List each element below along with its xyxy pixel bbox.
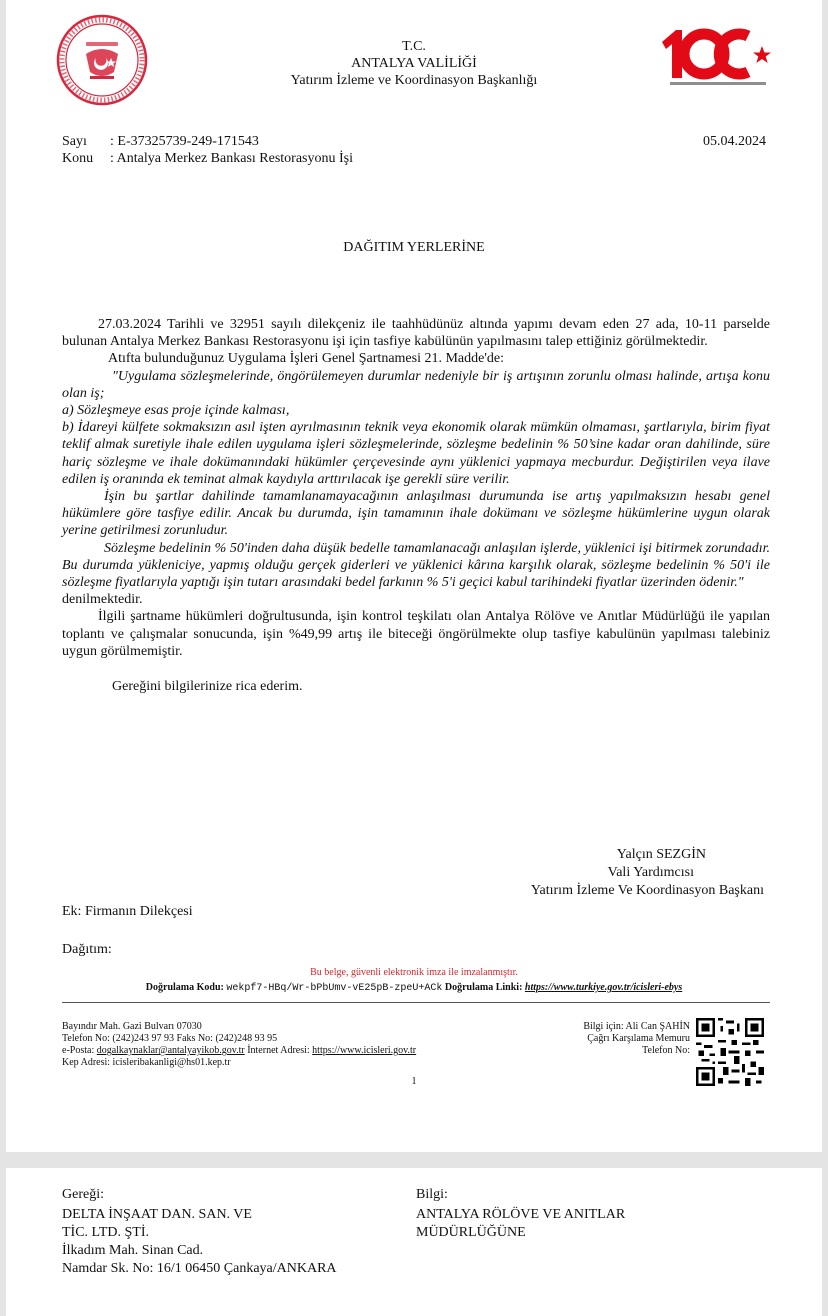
turkiye-100-yil-logo-icon — [656, 24, 776, 90]
paragraph-request: 27.03.2024 Tarihli ve 32951 sayılı dilekçeniz ile taahhüdünüz altında yapımı devam eden 27 ada, 10-11 parselde bulunan Antalya Merkez Bankası Restorasyonu işi için tasfiye kabülünün yapılmasını talep ettiğiniz görülmektedir. — [62, 317, 770, 350]
document-title: DAĞITIM YERLERİNE — [343, 240, 485, 255]
quote-paragraph-2: İşin bu şartlar dahilinde tamamlanamayacağının anlaşılması durumunda ise artış yapılmaksızın hesabı genel hükümlere göre tasfiye edilir. Ancak bu durumda, işin tamamının ihale dokümanı ve sözleşme hükümlerine uygun olarak yerine getirilmesi zorunludur. — [62, 489, 770, 539]
paragraph-reference: Atıfta bulunduğunuz Uygulama İşleri Genel Şartnamesi 21. Madde'de: — [108, 351, 504, 367]
footer-email-label: e-Posta: — [62, 1045, 95, 1056]
document-body — [62, 316, 770, 695]
header-line-baskanlik: Yatırım İzleme ve Koordinasyon Başkanlığı — [290, 73, 538, 88]
geregi-label: Gereği: — [62, 1187, 104, 1202]
quote-intro: "Uygulama sözleşmelerinde, öngörülemeyen durumlar nedeniyle bir iş artışının zorunlu olması halinde, artışa konu olan iş; — [62, 368, 770, 401]
verification-code: wekpf7-HBq/Wr-bPbUmv-vE25pB-zpeU+ACk — [226, 983, 443, 994]
footer-email[interactable]: dogalkaynaklar@antalyayikob.gov.tr — [96, 1045, 245, 1056]
footer-contact — [62, 1021, 416, 1069]
geregi-line: İlkadım Mah. Sinan Cad. — [62, 1243, 204, 1258]
bilgi-line: ANTALYA RÖLÖVE VE ANITLAR — [416, 1207, 626, 1222]
header-line-tc: T.C. — [402, 39, 426, 54]
verification-code-label: Doğrulama Kodu: — [145, 982, 224, 993]
info-line-3: Telefon No: — [642, 1045, 690, 1056]
quote-item-b: b) İdareyi külfete sokmaksızın asıl işten ayrılmasının teknik veya ekonomik olarak mümkün olmaması, şartlarıyla, birim fiyat teklif almak suretiyle ihale edilen uygulama işleri sözleşmelerinde, sözleşme bedelinin % 50’sine kadar oran dahilinde, süre hariç sözleşme ve ihale dokümanındaki hükümler çerçevesinde aynı yüklenici yapmaya mecburdur. Değiştirilen veya ilave edilen iş oranında ek teminat almak kaydıyla arttırılacak işe gerekli süre verilir. — [62, 420, 770, 487]
footer-divider — [62, 1002, 770, 1003]
bilgi-line: MÜDÜRLÜĞÜNE — [416, 1225, 526, 1240]
verification-link[interactable]: https://www.turkiye.gov.tr/icisleri-ebys — [524, 982, 683, 993]
paragraph-closing: Gereğini bilgilerinize rica ederim. — [112, 679, 303, 695]
footer-address: Bayındır Mah. Gazi Bulvarı 07030 — [62, 1021, 202, 1032]
konu-label: Konu — [62, 151, 94, 166]
konu-value: : Antalya Merkez Bankası Restorasyonu İşi — [110, 151, 354, 166]
footer-web[interactable]: https://www.icisleri.gov.tr — [312, 1045, 417, 1056]
sayi-row — [62, 133, 259, 150]
distribution-label: Dağıtım: — [62, 942, 112, 957]
geregi-line: DELTA İNŞAAT DAN. SAN. VE — [62, 1207, 252, 1222]
signer-title-2: Yatırım İzleme Ve Koordinasyon Başkanı — [530, 883, 764, 898]
footer-email-web — [62, 1045, 416, 1057]
document-date: 05.04.2024 — [703, 134, 766, 149]
paragraph-decision: İlgili şartname hükümleri doğrultusunda, işin kontrol teşkilatı olan Antalya Rölöve ve Anıtlar Müdürlüğü ile yapılan toplantı ve çalışmalar sonucunda, işin %49,99 artış ile biteceği öngörülmekte olup tasfiye kabulünün yapılması talebiniz uygun görülmemiştir. — [62, 609, 770, 659]
document-page-2 — [6, 1168, 822, 1316]
konu-row — [62, 150, 353, 167]
paragraph-denilmektedir: denilmektedir. — [62, 592, 143, 608]
footer-kep: Kep Adresi: icisleribakanligi@hs01.kep.tr — [62, 1057, 231, 1068]
geregi-line: TİC. LTD. ŞTİ. — [62, 1225, 149, 1240]
footer-info — [583, 1021, 690, 1057]
bilgi-label: Bilgi: — [416, 1187, 448, 1202]
signer-title-1: Vali Yardımcısı — [607, 865, 694, 880]
footer-web-label: İnternet Adresi: — [247, 1045, 310, 1056]
signature-block — [531, 846, 764, 900]
quote-paragraph-3: Sözleşme bedelinin % 50'inden daha düşük bedelle tamamlanacağı anlaşılan işlerde, yüklenici işi bitirmek zorundadır. Bu durumda yükleniciye, yapmış olduğu gerçek giderleri ve yüklenici kârına karşılık olarak, sözleşme bedelinin % 50'i ile sözleşme fiyatlarıyla yaptığı işin tutarı arasındaki bedel farkının % 5'i geçici kabul tarihindeki fiyatlar üzerinden ödenir." — [62, 540, 770, 591]
quote-item-a: a) Sözleşmeye esas proje içinde kalması, — [62, 403, 290, 419]
page-number: 1 — [411, 1076, 417, 1087]
sayi-label: Sayı — [62, 134, 87, 149]
footer-phone: Telefon No: (242)243 97 93 Faks No: (242)248 93 95 — [62, 1033, 278, 1044]
verification-line — [6, 982, 822, 994]
geregi-line: Namdar Sk. No: 16/1 06450 Çankaya/ANKARA — [62, 1261, 337, 1276]
signer-name: Yalçın SEZGİN — [616, 847, 706, 862]
info-line-1: Bilgi için: Ali Can ŞAHİN — [583, 1021, 690, 1032]
esign-notice: Bu belge, güvenli elektronik imza ile imzalanmıştır. — [310, 967, 518, 978]
verification-link-label: Doğrulama Linki: — [444, 982, 523, 993]
bilgi-block — [416, 1186, 625, 1242]
info-line-2: Çağrı Karşılama Memuru — [587, 1033, 690, 1044]
sayi-value: : E-37325739-249-171543 — [110, 134, 259, 149]
document-page-1 — [6, 0, 822, 1152]
geregi-block — [62, 1186, 337, 1278]
attachments: Ek: Firmanın Dilekçesi — [62, 904, 193, 919]
header-line-valilik: ANTALYA VALİLİĞİ — [351, 56, 477, 71]
